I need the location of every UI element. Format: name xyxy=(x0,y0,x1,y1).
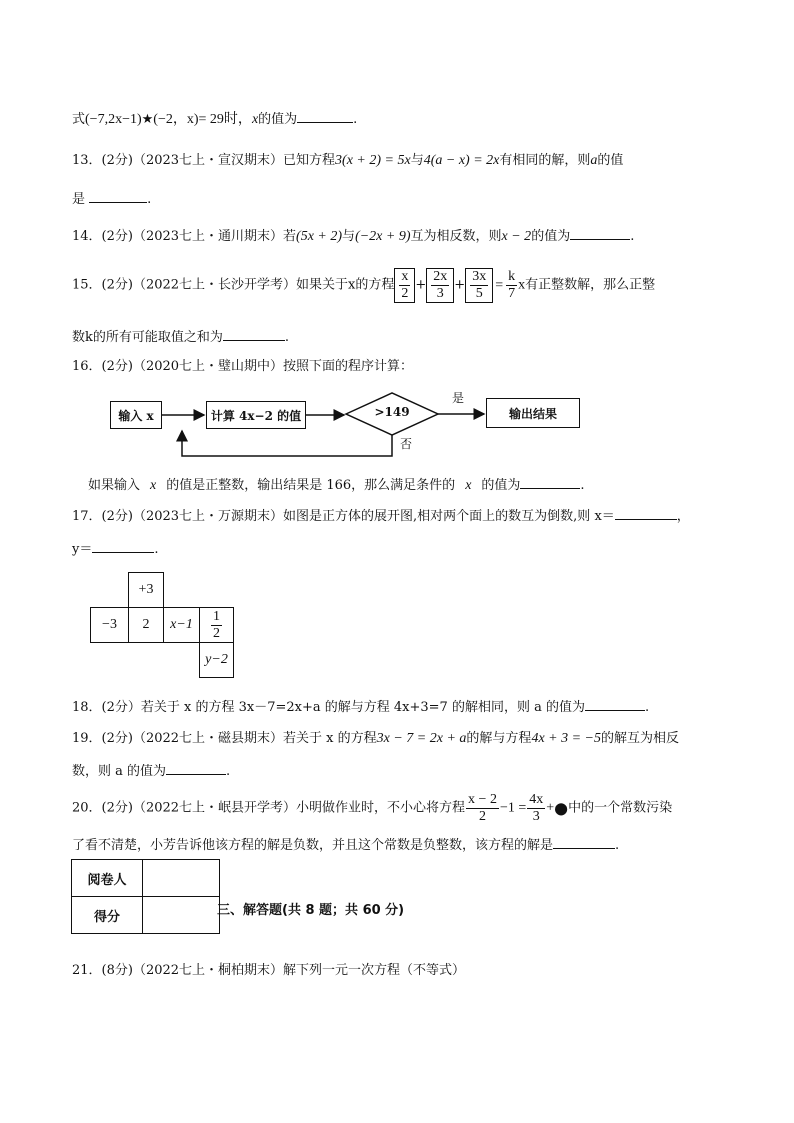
q19-line2-text: 数，则 a 的值为 xyxy=(72,764,167,779)
half-num: 1 xyxy=(213,608,220,624)
cube-face-bottom: y−2 xyxy=(199,642,234,678)
q13-line2-text: 是 xyxy=(72,192,86,207)
cube-face-x-minus-1: x−1 xyxy=(163,607,200,643)
score-label: 得分 xyxy=(72,897,143,934)
frac-den: 2 xyxy=(479,809,486,824)
q20-end: . xyxy=(615,838,620,853)
q18-text: 18．(2分）若关于 x 的方程 3x－7=2x+a 的解与方程 4x+3=7 的解相同，则 a 的值为 xyxy=(72,700,585,715)
q14-expr2: (−2x + 9) xyxy=(355,229,411,244)
half-den: 2 xyxy=(213,625,220,641)
q12-end: . xyxy=(353,112,358,127)
q15-var-x: x xyxy=(518,277,526,293)
q19-line2 xyxy=(72,762,230,781)
q18-line xyxy=(72,698,649,717)
q19-eq2: 4x + 3 = −5 xyxy=(531,731,601,746)
frac-num: x − 2 xyxy=(468,792,497,807)
q13-tail2: 的值 xyxy=(597,153,624,168)
q21-line: 21．(8分)（2022七上・桐柏期末）解下列一元一次方程（不等式） xyxy=(72,963,466,978)
q12-eq: = 29时， xyxy=(198,112,252,127)
cube-face-top: +3 xyxy=(128,572,164,608)
q20-line2 xyxy=(72,836,619,855)
plus-sign: + xyxy=(415,277,427,293)
frac-den: 3 xyxy=(532,809,540,824)
score-cell[interactable] xyxy=(143,897,220,934)
cube-face-mid: 2 xyxy=(128,607,164,643)
q16-head: 16．(2分)（2020七上・璧山期中）按照下面的程序计算： xyxy=(72,359,414,374)
q17-end: . xyxy=(154,542,159,557)
flow-yes-label: 是 xyxy=(452,391,465,405)
q15-line2-text: 数k的所有可能取值之和为 xyxy=(72,330,223,345)
flow-arrows xyxy=(0,0,794,470)
q19-tail: 的解互为相反 xyxy=(601,731,680,746)
flow-input-box: 输入 x xyxy=(110,401,162,429)
q17-head: 17．(2分)（2023七上・万源期末）如图是正方体的展开图,相对两个面上的数互为倒数,则 x＝ xyxy=(72,509,615,524)
q14-expr1: (5x + 2) xyxy=(296,229,343,244)
answer-blank[interactable] xyxy=(92,540,154,553)
q12-expr2: (−2，x) xyxy=(153,112,199,127)
flow-calc-box: 计算 4x−2 的值 xyxy=(206,401,306,429)
section-title: 三、解答题(共 8 题；共 60 分) xyxy=(217,903,405,918)
q17-comma: ， xyxy=(676,509,690,524)
frac4-den: 7 xyxy=(508,286,516,301)
q20-minus-one: −1 = xyxy=(499,800,527,816)
answer-blank[interactable] xyxy=(553,836,615,849)
q18-end: . xyxy=(644,700,650,715)
q16-text-a: 如果输入 xyxy=(88,478,141,493)
q19-eq1: 3x − 7 = 2x + a xyxy=(376,731,467,746)
grader-cell[interactable] xyxy=(143,860,220,897)
frac2-den: 3 xyxy=(436,286,444,301)
q16-end: . xyxy=(580,478,585,493)
q15-end: . xyxy=(284,330,290,345)
q17-line2 xyxy=(72,540,159,559)
answer-blank[interactable] xyxy=(166,762,226,775)
plus-sign: + xyxy=(546,800,555,816)
answer-blank[interactable] xyxy=(585,698,645,711)
q20-line2-text: 了看不清楚，小芳告诉他该方程的解是负数，并且这个常数是负整数，该方程的解是 xyxy=(72,838,554,853)
frac1-den: 2 xyxy=(401,286,409,301)
frac3-num: 3x xyxy=(472,269,487,284)
flow-output-box: 输出结果 xyxy=(486,398,580,428)
ink-blot-icon: ● xyxy=(554,798,569,818)
q13-head: 13．(2分)（2023七上・宣汉期末）已知方程 xyxy=(72,153,336,168)
q19-line1 xyxy=(72,730,679,748)
grading-table xyxy=(71,859,220,934)
q14-tail: 互为相反数，则 xyxy=(410,229,502,244)
q16-text-b: 的值是正整数，输出结果是 166，那么满足条件的 xyxy=(166,478,456,493)
q19-end: . xyxy=(226,764,231,779)
frac2-num: 2x xyxy=(433,269,448,284)
q13-eq2: 4(a − x) = 2x xyxy=(423,153,500,168)
q20-tail: 中的一个常数污染 xyxy=(568,800,673,816)
flow-diamond-label: >149 xyxy=(374,405,410,419)
q13-mid: 与 xyxy=(410,153,424,168)
answer-blank[interactable] xyxy=(615,507,677,520)
flow-no-label: 否 xyxy=(400,437,413,451)
q15-tail: 有正整数解，那么正整 xyxy=(525,277,656,293)
q12-expr1: (−7,2x−1) xyxy=(85,112,142,127)
q12-prefix: 式 xyxy=(72,112,86,127)
q14-expr3: x − 2 xyxy=(501,229,532,244)
q13-var-a: a xyxy=(590,153,598,168)
cube-face-left: −3 xyxy=(90,607,129,643)
q20-line1 xyxy=(72,792,672,825)
q16-question xyxy=(88,476,585,495)
q14-tail2: 的值为 xyxy=(531,229,571,244)
q12-var: x xyxy=(251,112,259,127)
q15-head: 15．(2分)（2022七上・长沙开学考）如果关于x的方程 xyxy=(72,277,395,293)
q17-line1 xyxy=(72,507,690,526)
plus-sign: + xyxy=(454,277,466,293)
cube-face-half xyxy=(199,607,234,643)
frac3-den: 5 xyxy=(475,286,483,301)
q16-var-x: x xyxy=(150,478,157,493)
grader-label: 阅卷人 xyxy=(72,860,143,897)
q20-head: 20．(2分)（2022七上・岷县开学考）小明做作业时，不小心将方程 xyxy=(72,800,466,816)
q17-line2-text: y＝ xyxy=(72,542,93,557)
equals-sign: = xyxy=(495,277,504,293)
q13-eq1: 3(x + 2) = 5x xyxy=(335,153,411,168)
q13-tail: 有相同的解，则 xyxy=(499,153,591,168)
frac4-num: k xyxy=(508,269,516,284)
q16-var-x: x xyxy=(465,478,472,493)
q14-head: 14．(2分)（2023七上・通川期末）若 xyxy=(72,229,297,244)
q14-end: . xyxy=(630,229,635,244)
answer-blank[interactable] xyxy=(520,476,580,489)
q19-head: 19．(2分)（2022七上・磁县期末）若关于 x 的方程 xyxy=(72,731,377,746)
q19-mid: 的解与方程 xyxy=(466,731,532,746)
star-icon: ★ xyxy=(141,112,154,127)
frac-num: 4x xyxy=(529,792,544,807)
frac1-num: x xyxy=(401,269,409,284)
q12-suffix: 的值为 xyxy=(258,112,298,127)
q16-text-c: 的值为 xyxy=(481,478,521,493)
q13-end: . xyxy=(147,192,152,207)
q14-mid: 与 xyxy=(342,229,356,244)
